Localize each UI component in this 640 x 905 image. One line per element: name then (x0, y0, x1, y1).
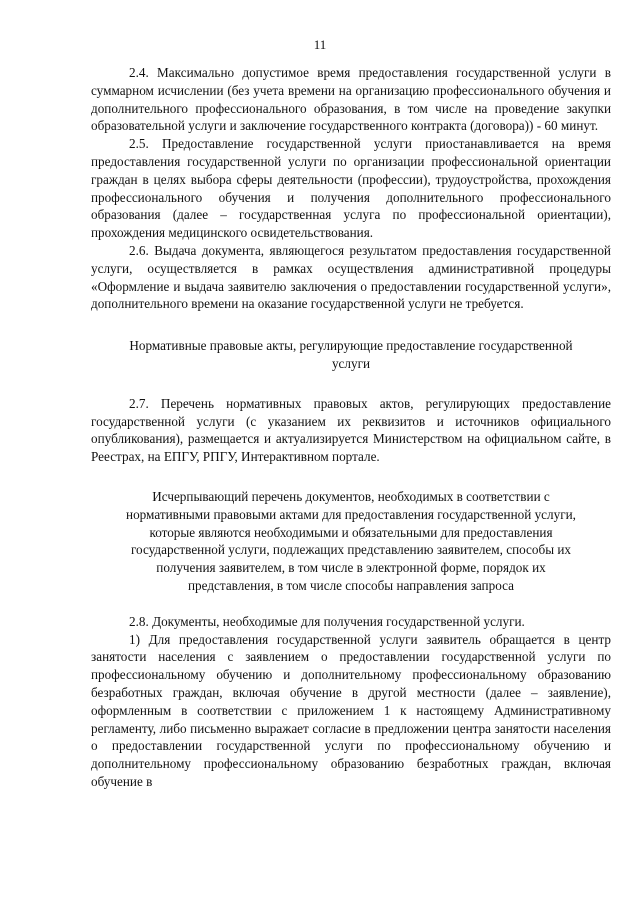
paragraph-2-8: 2.8. Документы, необходимые для получения государственной услуги. (129, 613, 525, 629)
document-body (91, 64, 611, 791)
paragraph-2-6: 2.6. Выдача документа, являющегося результатом предоставления государственной услуги, осуществляется в рамках осуществления административной процедуры «Оформление и выдача заявителю заключения о предоставлении государственной услуги», дополнительного времени на оказание государственной услуги не требуется. (91, 242, 611, 312)
section-heading-legal-acts: Нормативные правовые акты, регулирующие предоставление государственной услуги (129, 338, 573, 371)
paragraph-2-8-item-1: 1) Для предоставления государственной услуги заявитель обращается в центр занятости населения с заявлением о предоставлении государственной услуги по профессиональному обучению и дополнительному профессиональному образованию безработных граждан, включая обучение в другой местности (далее – заявление), оформленным в соответствии с приложением 1 к настоящему Административному регламенту, либо письменно выражает согласие в предложении центра занятости населения о предоставлении государственной услуги по профессиональному обучению и дополнительному профессиональному образованию безработных граждан, включая обучение в (91, 631, 611, 789)
paragraph-2-4: 2.4. Максимально допустимое время предоставления государственной услуги в суммарном исчислении (без учета времени на организацию профессионального обучения и дополнительного профессионального образования, в том числе на проведение закупки образовательной услуги и заключение государственного контракта (договора)) - 60 минут. (91, 65, 611, 134)
paragraph-2-7: 2.7. Перечень нормативных правовых актов, регулирующих предоставление государственной услуги (с указанием их реквизитов и источников официального опубликования), размещается и актуализируется Министерством на официальном сайте, в Реестрах, на ЕПГУ, РПГУ, Интерактивном портале. (91, 395, 611, 465)
paragraph-2-5: 2.5. Предоставление государственной услуги приостанавливается на время предоставления государственной услуги по организации профессиональной ориентации граждан в целях выбора сферы деятельности (профессии), трудоустройства, прохождения профессионального обучения и получения дополнительного профессионального образования (далее – государственная услуга по профессиональной ориентации), прохождения медицинского освидетельствования. (91, 136, 611, 241)
section-heading-documents: Исчерпывающий перечень документов, необходимых в соответствии с нормативными правовыми актами для предоставления государственной услуги, которые являются необходимыми и обязательными для предоставления государственной услуги, подлежащих представлению заявителем, способы их получения заявителем, в том числе в электронной форме, порядок их представления, в том числе способы направления запроса (126, 488, 576, 593)
page-number: 11 (313, 37, 327, 52)
